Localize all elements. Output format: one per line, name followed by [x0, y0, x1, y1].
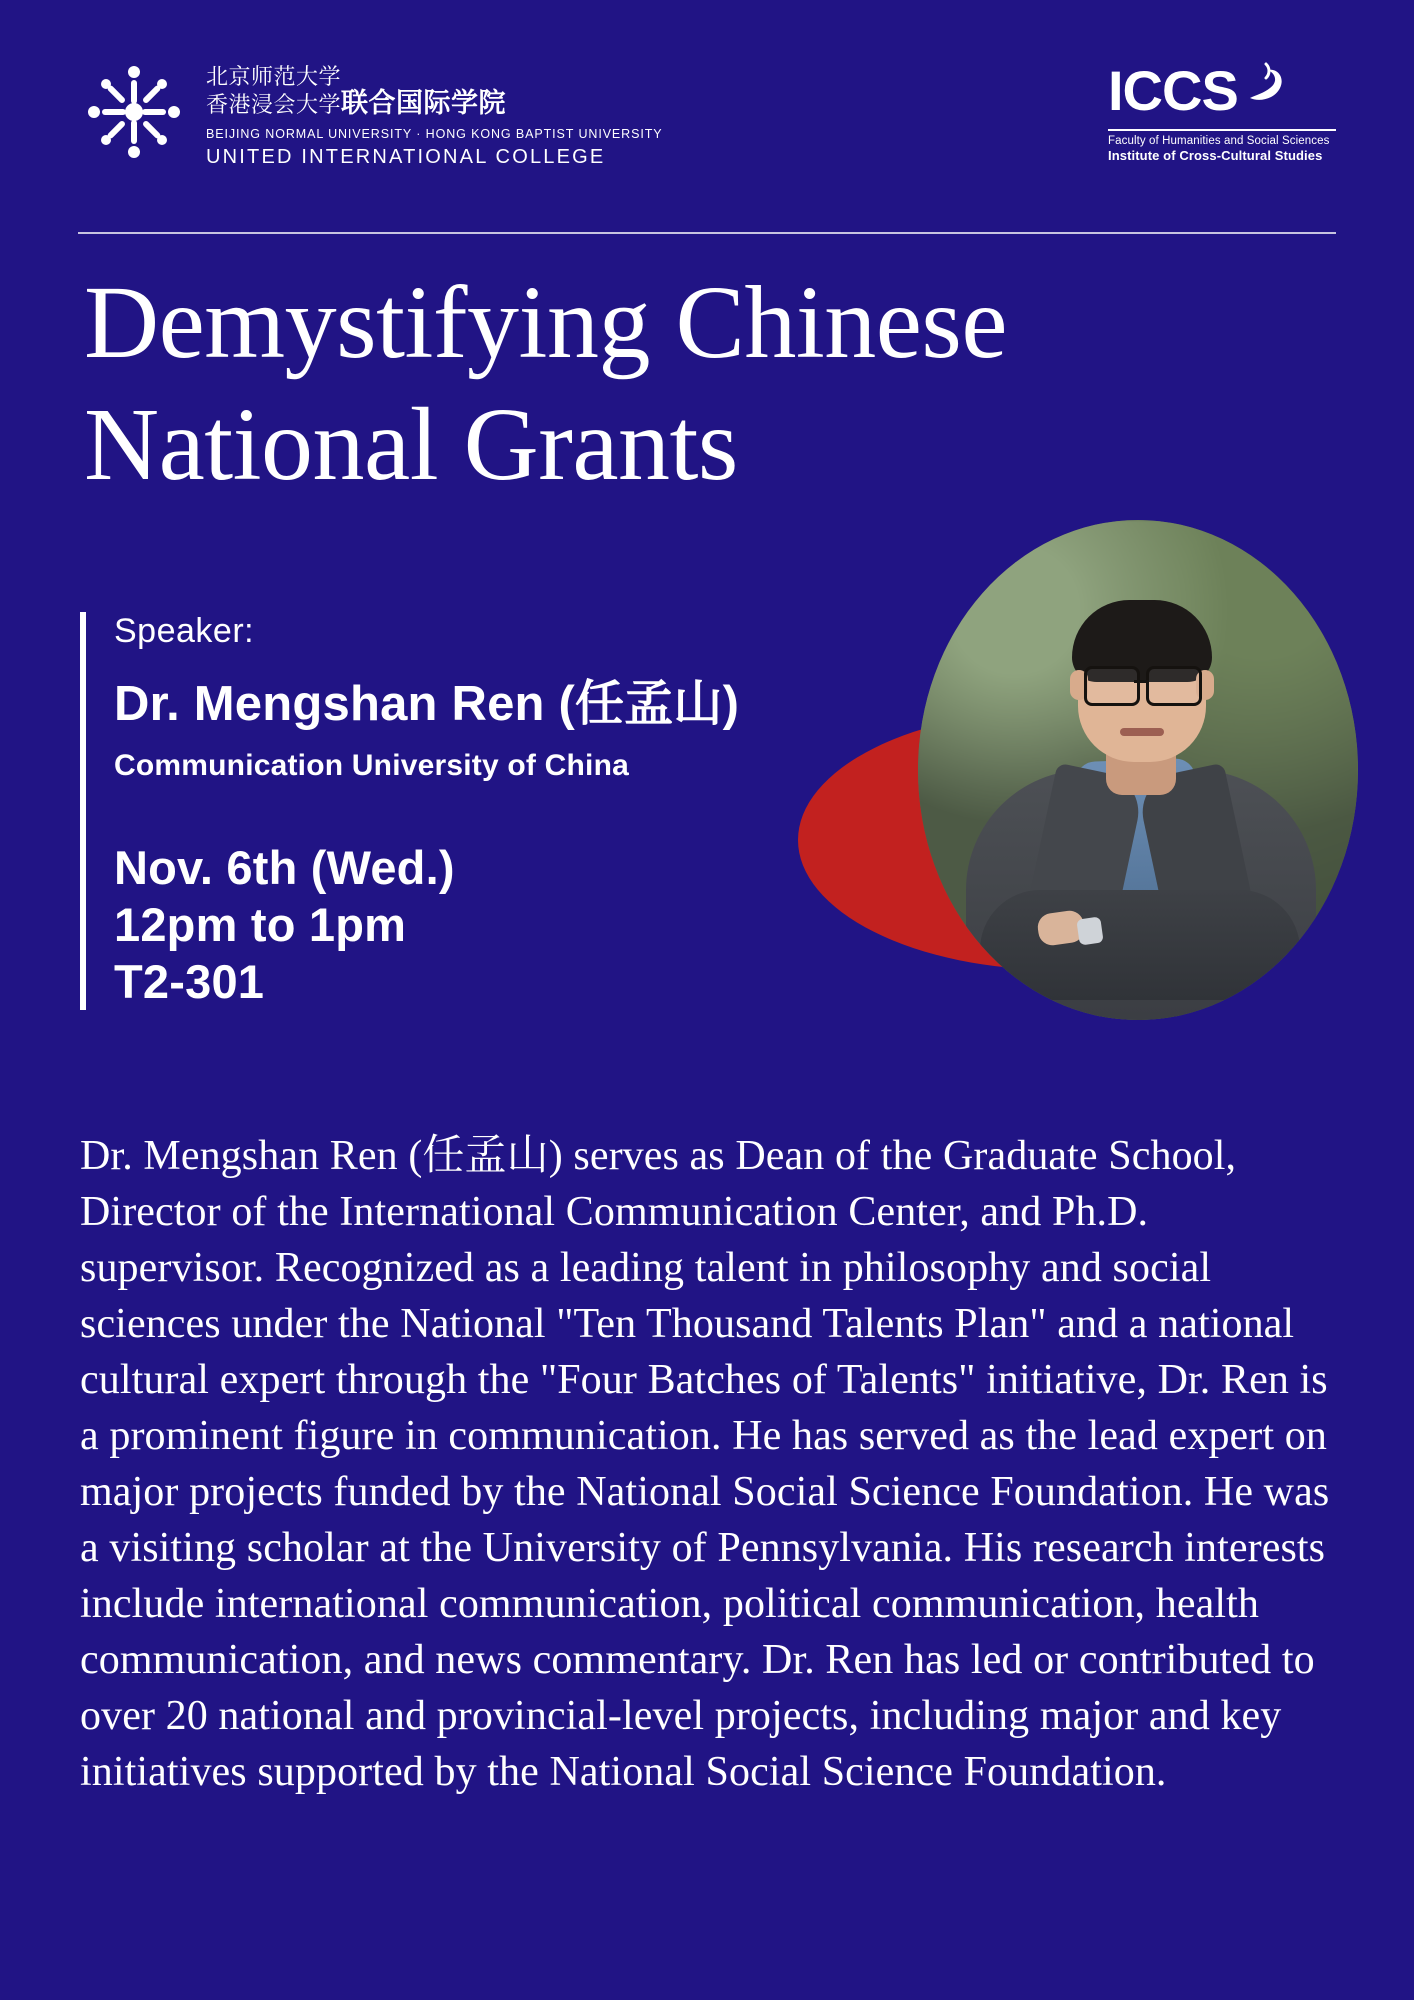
poster-header — [78, 52, 1336, 192]
uic-chinese-name-2 — [206, 88, 663, 120]
uic-english-line-2: UNITED INTERNATIONAL COLLEGE — [206, 146, 606, 168]
iccs-brush-icon — [1240, 58, 1294, 123]
speaker-affiliation: Communication University of China — [114, 749, 629, 782]
speaker-details — [80, 612, 834, 1010]
speaker-portrait — [798, 520, 1358, 1080]
event-time: 12pm to 1pm — [114, 898, 407, 951]
iccs-divider — [1108, 129, 1336, 131]
event-schedule — [114, 839, 834, 1010]
iccs-logo — [1108, 58, 1336, 163]
iccs-wordmark-text: ICCS — [1108, 58, 1238, 122]
iccs-institute-line: Institute of Cross-Cultural Studies — [1108, 147, 1323, 163]
uic-snowflake-logo-icon — [78, 56, 190, 168]
uic-chinese-line-1: 北京师范大学 — [206, 64, 342, 89]
iccs-wordmark — [1108, 58, 1336, 123]
speaker-label: Speaker: — [114, 612, 255, 650]
iccs-faculty-line: Faculty of Humanities and Social Sciences — [1108, 134, 1330, 147]
portrait-photo — [918, 520, 1358, 1020]
speaker-bio: Dr. Mengshan Ren (任孟山) serves as Dean of the Graduate School, Director of the International Communication Center, and Ph.D. supervisor. Recognized as a leading talent in philosophy and social sciences under the National "Ten Thousand Talents Plan" and a national cultural expert through the "Four Batches of Talents" initiative, Dr. Ren is a prominent figure in communication. He has served as the lead expert on major projects funded by the National Social Science Foundation. He was a visiting scholar at the University of Pennsylvania. His research interests include international communication, political communication, health communication, and news commentary. Dr. Ren has led or contributed to over 20 national and provincial-level projects, including major and key initiatives supported by the National Social Science Foundation. — [80, 1133, 1330, 1795]
speaker-name: Dr. Mengshan Ren (任孟山) — [114, 677, 740, 731]
uic-logo — [78, 52, 663, 169]
uic-chinese-bold: 联合国际学院 — [341, 88, 507, 118]
uic-chinese-line-2: 香港浸会大学 — [206, 92, 342, 117]
event-venue: T2-301 — [114, 955, 265, 1008]
header-divider — [78, 232, 1336, 234]
page-title: Demystifying Chinese National Grants — [84, 265, 1008, 502]
uic-english-line-1: BEIJING NORMAL UNIVERSITY · HONG KONG BAPTIST UNIVERSITY — [206, 127, 663, 141]
event-date: Nov. 6th (Wed.) — [114, 841, 455, 894]
